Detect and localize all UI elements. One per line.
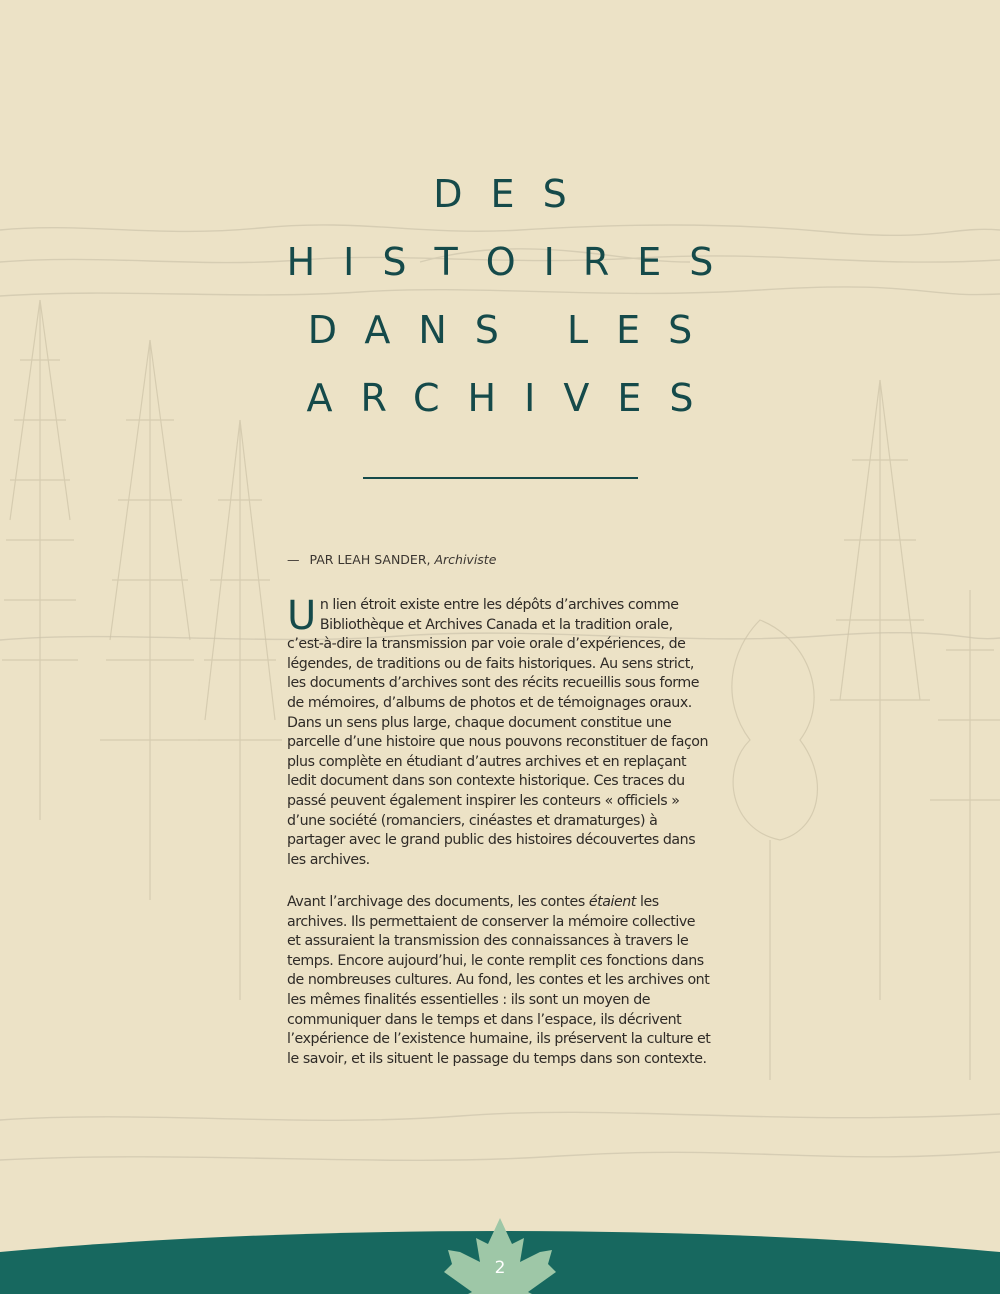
byline-author: PAR LEAH SANDER, [309,552,431,567]
title-divider [363,477,638,479]
byline-dash: — [287,552,300,567]
title-line-1: DES [433,172,595,216]
article-paragraph-2 [287,893,712,1069]
byline [287,552,496,567]
paragraph-1-text: n lien étroit existe entre les dépôts d’archives comme Bibliothèque et Archives Canada et la tradition orale, c’est-à-dire la transmission par voie orale d’expériences, de légendes, de traditions ou de faits historiques. Au sens strict, les documents d’archives sont des récits recueillis sous forme de mémoires, d’albums de photos et de témoignages oraux. Dans un sens plus large, chaque document constitue une parcelle d’une histoire que nous pouvons reconstituer de façon plus complète en étudiant d’autres archives et en replaçant ledit document dans son contexte historique. Ces traces du passé peuvent également inspirer les conteurs « officiels » d’une société (romanciers, cinéastes et dramaturges) à partager avec le grand public des histoires découvertes dans les archives. [287,597,709,868]
title-line-4: ARCHIVES [306,376,722,420]
title-line-2: HISTOIRES [286,240,742,284]
title-line-3: DANS LES [307,308,721,352]
title [0,160,1000,432]
paragraph-2-emphasis: étaient [588,894,636,910]
byline-role: Archiviste [434,552,497,567]
maple-leaf-icon [444,1218,556,1294]
footer-band [0,1200,1000,1294]
article-paragraph-1 [287,593,712,870]
paragraph-2-start: Avant l’archivage des documents, les contes [287,894,589,910]
page-number: 2 [494,1258,506,1278]
paragraph-2-rest: les archives. Ils permettaient de conserver la mémoire collective et assuraient la transmission des connaissances à travers le temps. Encore aujourd’hui, le conte remplit ces fonctions dans de nombreuses cultures. Au fond, les contes et les archives ont les mêmes finalités essentielles : ils sont un moyen de communiquer dans le temps et dans l’espace, ils décrivent l’expérience de l’existence humaine, ils préservent la culture et le savoir, et ils situent le passage du temps dans son contexte. [287,894,711,1067]
dropcap: U [287,593,316,639]
